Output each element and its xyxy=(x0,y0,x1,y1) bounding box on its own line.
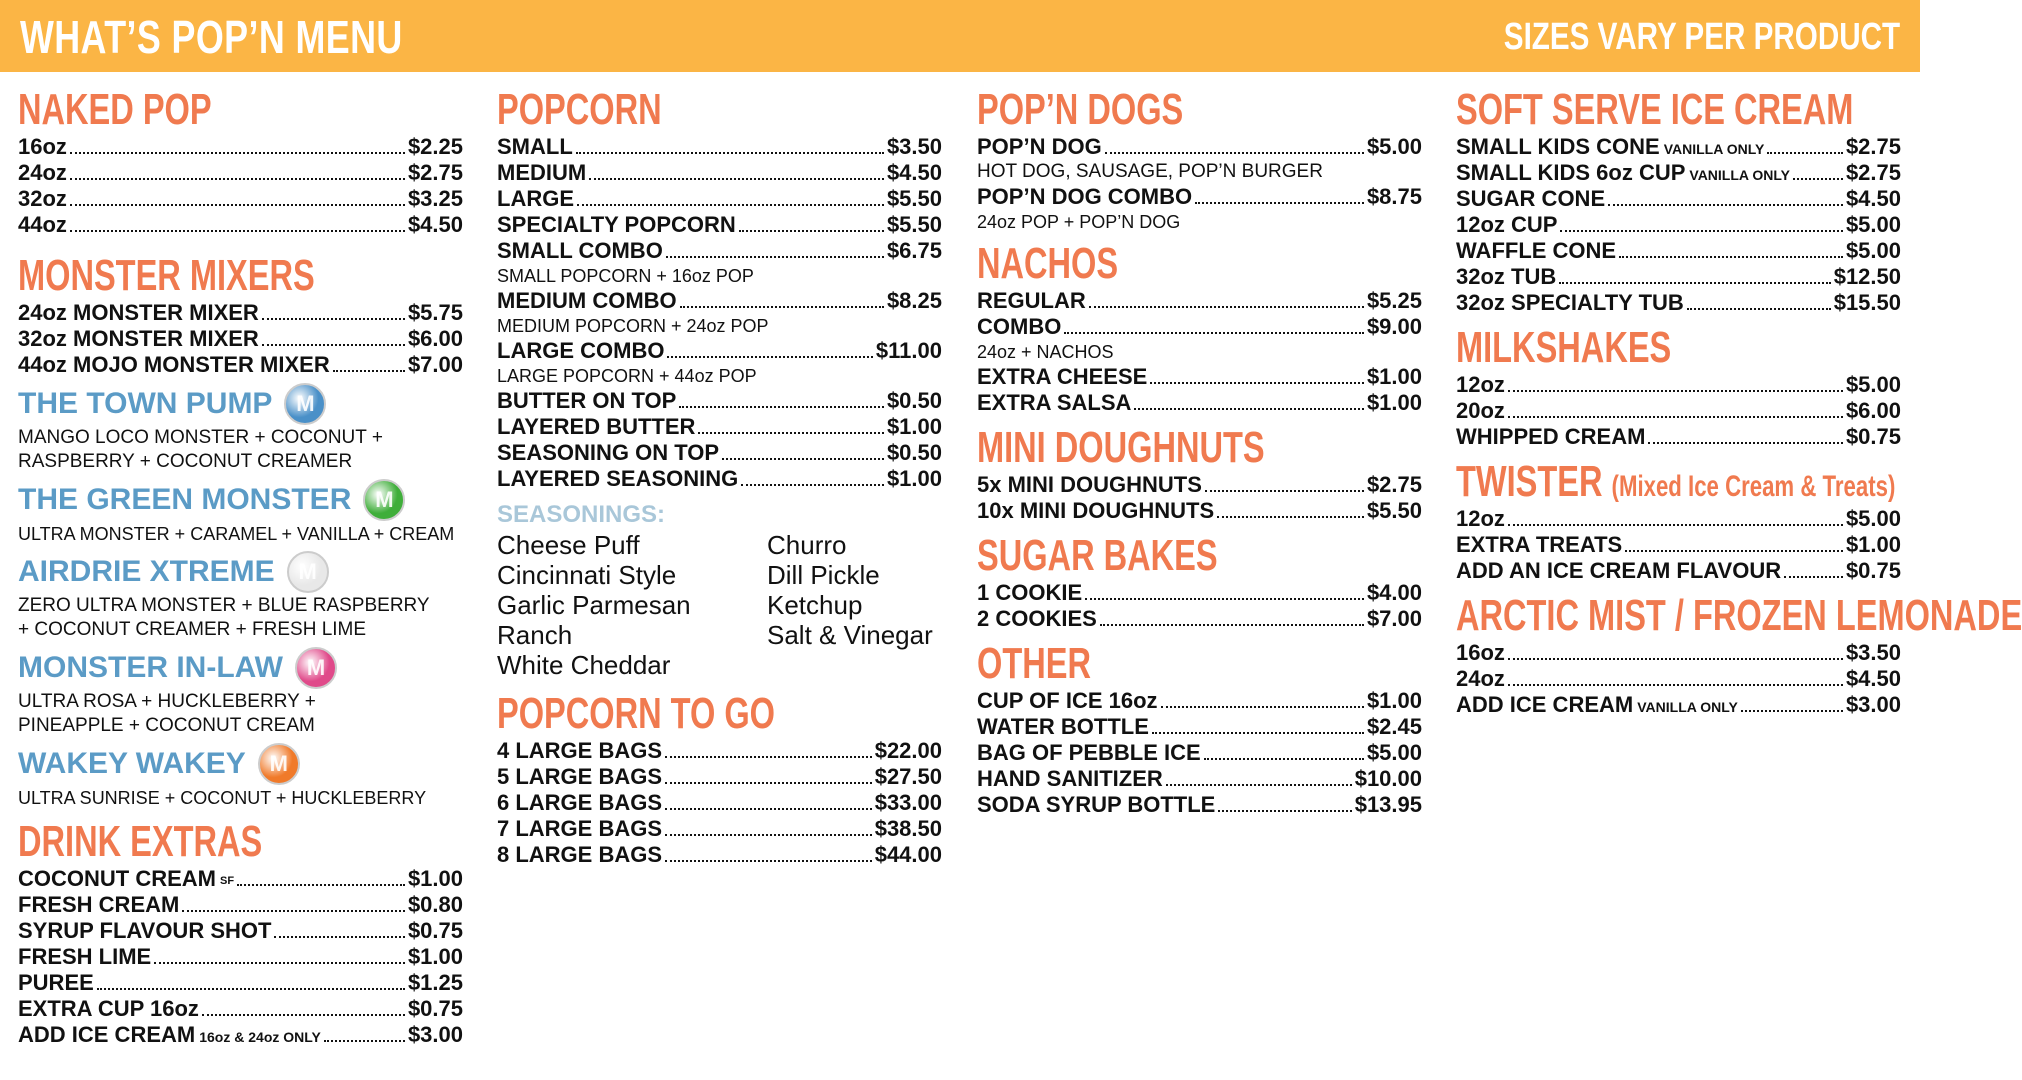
item-price: $5.50 xyxy=(886,212,942,237)
seasonings-list xyxy=(497,530,942,680)
item-price: $0.80 xyxy=(407,892,463,917)
menu-item xyxy=(497,288,942,314)
item-price: $4.50 xyxy=(407,212,463,237)
item-name: POP’N DOG COMBO xyxy=(977,184,1193,209)
menu-item xyxy=(1456,532,1901,558)
item-desc: LARGE POPCORN + 44oz POP xyxy=(497,366,757,386)
seasonings-title: SEASONINGS: xyxy=(497,501,666,528)
item-price: $13.95 xyxy=(1354,792,1422,817)
menu-item xyxy=(977,580,1422,606)
item-name: SPECIALTY POPCORN xyxy=(497,212,736,237)
item-price: $1.00 xyxy=(886,414,942,439)
item-name: MEDIUM xyxy=(497,160,587,185)
menu-item xyxy=(18,866,463,892)
item-name: WATER BOTTLE xyxy=(977,714,1149,739)
item-price: $1.00 xyxy=(407,944,463,969)
item-price: $2.75 xyxy=(1845,134,1901,159)
item-name: SMALL xyxy=(497,134,573,159)
menu-item xyxy=(1456,666,1901,692)
section-title-drink-extras: DRINK EXTRAS xyxy=(18,817,263,866)
seasoning-item: Dill Pickle xyxy=(767,560,880,590)
item-price: $5.50 xyxy=(886,186,942,211)
item-price: $6.00 xyxy=(407,326,463,351)
menu-column-1 xyxy=(18,80,463,1048)
item-name: 24oz xyxy=(18,160,67,185)
item-name: MEDIUM COMBO xyxy=(497,288,677,313)
menu-item xyxy=(18,892,463,918)
item-name: 10x MINI DOUGHNUTS xyxy=(977,498,1215,523)
item-price: $5.75 xyxy=(407,300,463,325)
item-price: $3.00 xyxy=(407,1022,463,1047)
menu-item xyxy=(497,842,942,868)
flavour-title xyxy=(18,478,463,522)
item-price: $6.75 xyxy=(886,238,942,263)
menu-item xyxy=(1456,506,1901,532)
item-price: $5.00 xyxy=(1845,212,1901,237)
menu-item xyxy=(18,996,463,1022)
twister-subtitle: (Mixed Ice Cream & Treats) xyxy=(1611,470,1896,503)
item-price: $10.00 xyxy=(1354,766,1422,791)
item-note: 16oz & 24oz ONLY xyxy=(199,1029,321,1045)
flavour-desc: RASPBERRY + COCONUT CREAMER xyxy=(18,451,353,472)
item-name: WHIPPED CREAM xyxy=(1456,424,1646,449)
item-name: BAG OF PEBBLE ICE xyxy=(977,740,1201,765)
seasoning-item: Cincinnati Style xyxy=(497,560,677,590)
seasoning-item: Cheese Puff xyxy=(497,530,640,560)
item-price: $4.50 xyxy=(1845,186,1901,211)
menu-item xyxy=(1456,238,1901,264)
section-title-sugar-bakes: SUGAR BAKES xyxy=(977,531,1218,580)
section-title-twister xyxy=(1456,457,1896,506)
item-name: LARGE COMBO xyxy=(497,338,665,363)
menu-item xyxy=(18,1022,463,1048)
item-name: 2 COOKIES xyxy=(977,606,1097,631)
item-name: 6 LARGE BAGS xyxy=(497,790,663,815)
menu-item xyxy=(1456,398,1901,424)
item-name: FRESH CREAM xyxy=(18,892,180,917)
menu-item xyxy=(497,764,942,790)
flavour-desc: PINEAPPLE + COCONUT CREAM xyxy=(18,715,315,736)
item-price: $33.00 xyxy=(874,790,942,815)
item-price: $2.75 xyxy=(1845,160,1901,185)
item-name: PUREE xyxy=(18,970,94,995)
item-name: SODA SYRUP BOTTLE xyxy=(977,792,1216,817)
item-name: 16oz xyxy=(18,134,67,159)
item-note: VANILLA ONLY xyxy=(1689,167,1790,183)
item-name: 32oz TUB xyxy=(1456,264,1557,289)
menu-item xyxy=(497,440,942,466)
menu-item xyxy=(497,338,942,364)
menu-item xyxy=(977,498,1422,524)
item-price: $0.75 xyxy=(407,918,463,943)
seasoning-item: Churro xyxy=(767,530,847,560)
monster-can-icon xyxy=(284,383,326,425)
menu-item xyxy=(1456,160,1901,186)
menu-item xyxy=(1456,372,1901,398)
item-price: $1.00 xyxy=(1366,364,1422,389)
item-desc: SMALL POPCORN + 16oz POP xyxy=(497,266,754,286)
item-price: $9.00 xyxy=(1366,314,1422,339)
section-title-popcorn: POPCORN xyxy=(497,85,662,134)
seasoning-item: Salt & Vinegar xyxy=(767,620,933,650)
item-price: $1.00 xyxy=(407,866,463,891)
item-price: $5.00 xyxy=(1845,238,1901,263)
item-name: ADD ICE CREAM xyxy=(18,1022,196,1047)
item-name: 32oz MONSTER MIXER xyxy=(18,326,259,351)
item-price: $1.00 xyxy=(886,466,942,491)
item-name: 8 LARGE BAGS xyxy=(497,842,663,867)
menu-column-2 xyxy=(497,80,942,868)
item-price: $1.00 xyxy=(1845,532,1901,557)
item-price: $5.00 xyxy=(1366,134,1422,159)
section-title-other: OTHER xyxy=(977,639,1091,688)
section-title-monster-mixers: MONSTER MIXERS xyxy=(18,251,315,300)
item-price: $44.00 xyxy=(874,842,942,867)
seasoning-item: Ketchup xyxy=(767,590,863,620)
flavour-desc: ULTRA ROSA + HUCKLEBERRY + xyxy=(18,691,316,712)
seasoning-item: White Cheddar xyxy=(497,650,671,680)
item-name: EXTRA SALSA xyxy=(977,390,1132,415)
item-name: 16oz xyxy=(1456,640,1505,665)
menu-item xyxy=(1456,290,1901,316)
item-price: $27.50 xyxy=(874,764,942,789)
item-name: FRESH LIME xyxy=(18,944,152,969)
menu-item xyxy=(497,816,942,842)
item-price: $12.50 xyxy=(1833,264,1901,289)
item-price: $0.75 xyxy=(407,996,463,1021)
item-name: 5x MINI DOUGHNUTS xyxy=(977,472,1202,497)
flavour-title xyxy=(18,646,463,690)
item-name: 12oz CUP xyxy=(1456,212,1558,237)
item-name: 44oz xyxy=(18,212,67,237)
menu-item xyxy=(497,160,942,186)
flavour-name: WAKEY WAKEY xyxy=(18,747,246,780)
flavour-desc: MANGO LOCO MONSTER + COCONUT + xyxy=(18,427,383,448)
naked-pop-list xyxy=(18,134,463,238)
item-price: $22.00 xyxy=(874,738,942,763)
menu-item xyxy=(977,134,1422,160)
item-price: $1.25 xyxy=(407,970,463,995)
item-price: $0.75 xyxy=(1845,424,1901,449)
menu-item xyxy=(18,134,463,160)
item-name: LARGE xyxy=(497,186,574,211)
item-price: $3.50 xyxy=(1845,640,1901,665)
flavour-desc: ULTRA MONSTER + CARAMEL + VANILLA + CREAM xyxy=(18,524,455,544)
item-name: COCONUT CREAM xyxy=(18,866,216,891)
item-price: $6.00 xyxy=(1845,398,1901,423)
item-price: $3.25 xyxy=(407,186,463,211)
item-price: $8.25 xyxy=(886,288,942,313)
item-name: SMALL KIDS CONE xyxy=(1456,134,1660,159)
menu-item xyxy=(18,212,463,238)
item-note: VANILLA ONLY xyxy=(1637,699,1738,715)
item-price: $2.75 xyxy=(407,160,463,185)
section-title-popcorn-to-go: POPCORN TO GO xyxy=(497,689,776,738)
menu-item xyxy=(977,364,1422,390)
flavour-title xyxy=(18,382,463,426)
item-price: $1.00 xyxy=(1366,390,1422,415)
item-name: 5 LARGE BAGS xyxy=(497,764,663,789)
item-desc: HOT DOG, SAUSAGE, POP’N BURGER xyxy=(977,161,1323,182)
item-name: LAYERED BUTTER xyxy=(497,414,696,439)
item-name: ADD ICE CREAM xyxy=(1456,692,1634,717)
item-name: BUTTER ON TOP xyxy=(497,388,677,413)
item-name: EXTRA CUP 16oz xyxy=(18,996,199,1021)
item-name: WAFFLE CONE xyxy=(1456,238,1617,263)
item-name: EXTRA CHEESE xyxy=(977,364,1148,389)
menu-header xyxy=(0,0,1920,72)
menu-item xyxy=(1456,134,1901,160)
item-price: $5.00 xyxy=(1366,740,1422,765)
flavour-title xyxy=(18,550,463,594)
item-name: 1 COOKIE xyxy=(977,580,1083,605)
item-name: 24oz xyxy=(1456,666,1505,691)
seasoning-item: Ranch xyxy=(497,620,573,650)
menu-item xyxy=(977,766,1422,792)
menu-title: WHAT’S POP’N MENU xyxy=(20,11,403,63)
menu-item xyxy=(18,352,463,378)
item-price: $5.00 xyxy=(1845,372,1901,397)
menu-item xyxy=(1456,640,1901,666)
flavour-desc: ULTRA SUNRISE + COCONUT + HUCKLEBERRY xyxy=(18,788,427,808)
item-name: SYRUP FLAVOUR SHOT xyxy=(18,918,272,943)
menu-column-4 xyxy=(1456,80,2022,718)
item-price: $0.50 xyxy=(886,440,942,465)
item-price: $3.00 xyxy=(1845,692,1901,717)
item-name: SEASONING ON TOP xyxy=(497,440,720,465)
item-name: SMALL COMBO xyxy=(497,238,663,263)
menu-item xyxy=(18,326,463,352)
item-price: $2.45 xyxy=(1366,714,1422,739)
menu-item xyxy=(977,390,1422,416)
menu-item xyxy=(977,740,1422,766)
section-title-nachos: NACHOS xyxy=(977,239,1119,288)
flavour-name: THE TOWN PUMP xyxy=(18,387,273,420)
item-name: ADD AN ICE CREAM FLAVOUR xyxy=(1456,558,1782,583)
menu-item xyxy=(18,160,463,186)
item-price: $5.25 xyxy=(1366,288,1422,313)
menu-item xyxy=(18,300,463,326)
item-price: $11.00 xyxy=(875,338,942,363)
item-name: 32oz SPECIALTY TUB xyxy=(1456,290,1684,315)
item-name: HAND SANITIZER xyxy=(977,766,1163,791)
flavour-name: THE GREEN MONSTER xyxy=(18,483,352,516)
menu-item xyxy=(977,714,1422,740)
menu-item xyxy=(1456,424,1901,450)
item-price: $7.00 xyxy=(1366,606,1422,631)
item-name: REGULAR xyxy=(977,288,1086,313)
menu-item xyxy=(1456,186,1901,212)
menu-item xyxy=(977,288,1422,314)
menu-item xyxy=(18,970,463,996)
section-title-popn-dogs: POP’N DOGS xyxy=(977,85,1184,134)
section-title-naked-pop: NAKED POP xyxy=(18,85,212,134)
menu-item xyxy=(977,688,1422,714)
menu-item xyxy=(977,472,1422,498)
item-price: $0.50 xyxy=(886,388,942,413)
item-name: SMALL KIDS 6oz CUP xyxy=(1456,160,1686,185)
item-name: 7 LARGE BAGS xyxy=(497,816,663,841)
item-price: $7.00 xyxy=(407,352,463,377)
menu-item xyxy=(497,238,942,264)
menu-item xyxy=(18,918,463,944)
item-desc: MEDIUM POPCORN + 24oz POP xyxy=(497,316,769,336)
item-price: $38.50 xyxy=(874,816,942,841)
menu-item xyxy=(18,186,463,212)
item-price: $5.00 xyxy=(1845,506,1901,531)
item-price: $4.50 xyxy=(1845,666,1901,691)
menu-item xyxy=(497,790,942,816)
item-name: EXTRA TREATS xyxy=(1456,532,1623,557)
item-name: 24oz MONSTER MIXER xyxy=(18,300,259,325)
item-name: 44oz MOJO MONSTER MIXER xyxy=(18,352,330,377)
flavour-desc: + COCONUT CREAMER + FRESH LIME xyxy=(18,619,367,640)
item-name: POP’N DOG xyxy=(977,134,1102,159)
section-title-mini-doughnuts: MINI DOUGHNUTS xyxy=(977,423,1265,472)
item-price: $1.00 xyxy=(1366,688,1422,713)
menu-item xyxy=(1456,558,1901,584)
item-price: $4.50 xyxy=(886,160,942,185)
menu-item xyxy=(1456,264,1901,290)
twister-title: TWISTER xyxy=(1456,457,1603,506)
section-title-milkshakes: MILKSHAKES xyxy=(1456,323,1672,372)
menu-item xyxy=(977,184,1422,210)
flavour-name: AIRDRIE XTREME xyxy=(18,555,275,588)
item-price: $2.25 xyxy=(407,134,463,159)
item-note: SF xyxy=(220,875,235,887)
menu-item xyxy=(1456,692,1901,718)
menu-item xyxy=(497,186,942,212)
item-price: $0.75 xyxy=(1845,558,1901,583)
monster-can-icon xyxy=(295,647,337,689)
item-name: 12oz xyxy=(1456,372,1505,397)
item-price: $2.75 xyxy=(1366,472,1422,497)
menu-item xyxy=(977,606,1422,632)
monster-can-icon xyxy=(363,479,405,521)
item-desc: 24oz POP + POP’N DOG xyxy=(977,212,1181,232)
item-name: 12oz xyxy=(1456,506,1505,531)
menu-item xyxy=(497,388,942,414)
menu-item xyxy=(497,414,942,440)
item-name: 32oz xyxy=(18,186,67,211)
item-name: SUGAR CONE xyxy=(1456,186,1606,211)
item-name: LAYERED SEASONING xyxy=(497,466,739,491)
section-title-soft-serve: SOFT SERVE ICE CREAM xyxy=(1456,85,1854,134)
menu-item xyxy=(977,792,1422,818)
item-name: 4 LARGE BAGS xyxy=(497,738,663,763)
item-price: $15.50 xyxy=(1833,290,1901,315)
section-title-arctic-mist: ARCTIC MIST / FROZEN LEMONADE xyxy=(1456,591,2022,640)
monster-can-icon xyxy=(287,551,329,593)
item-note: VANILLA ONLY xyxy=(1663,141,1765,157)
menu-item xyxy=(497,134,942,160)
item-price: $3.50 xyxy=(886,134,942,159)
flavour-name: MONSTER IN-LAW xyxy=(18,651,283,684)
monster-can-icon xyxy=(258,743,300,785)
item-price: $8.75 xyxy=(1366,184,1422,209)
item-price: $5.50 xyxy=(1366,498,1422,523)
menu-item xyxy=(497,212,942,238)
menu-column-3 xyxy=(977,80,1422,818)
flavour-title xyxy=(18,742,463,786)
item-desc: 24oz + NACHOS xyxy=(977,342,1114,362)
item-name: COMBO xyxy=(977,314,1062,339)
flavour-desc: ZERO ULTRA MONSTER + BLUE RASPBERRY xyxy=(18,595,430,616)
menu-item xyxy=(497,738,942,764)
menu-item xyxy=(977,314,1422,340)
item-name: CUP OF ICE 16oz xyxy=(977,688,1158,713)
seasoning-item: Garlic Parmesan xyxy=(497,590,691,620)
menu-item xyxy=(18,944,463,970)
sizes-note: SIZES VARY PER PRODUCT xyxy=(1503,16,1900,58)
item-price: $4.00 xyxy=(1366,580,1422,605)
item-name: 20oz xyxy=(1456,398,1505,423)
menu-item xyxy=(497,466,942,492)
menu-item xyxy=(1456,212,1901,238)
